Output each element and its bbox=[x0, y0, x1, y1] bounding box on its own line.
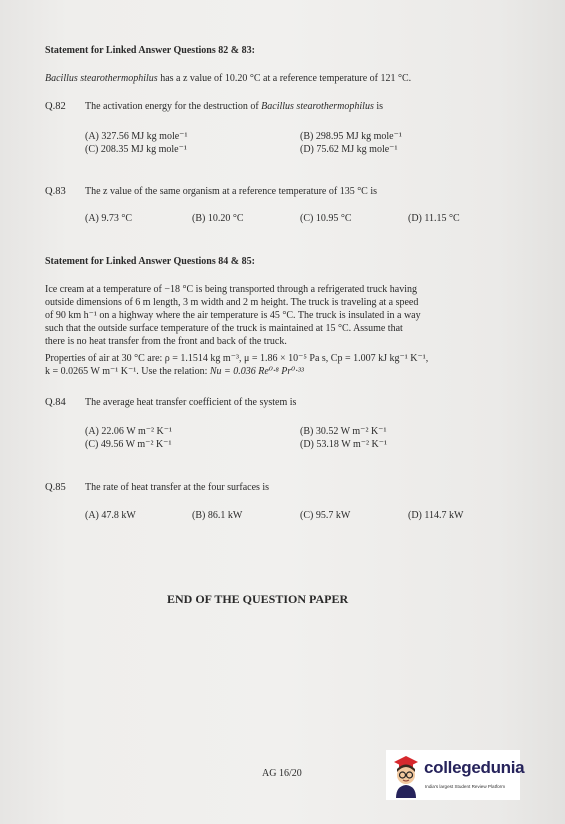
question-text-83: The z value of the same organism at a reference temperature of 135 °C is bbox=[85, 186, 378, 197]
q82-option-a: (A) 327.56 MJ kg mole⁻¹ bbox=[85, 131, 188, 142]
q82-text-post: is bbox=[373, 101, 384, 112]
linked-heading-84-85: Statement for Linked Answer Questions 84 & 85: bbox=[45, 256, 255, 267]
statement-84-85-line-7 bbox=[45, 366, 304, 377]
statement-84-85-line-1: Ice cream at a temperature of −18 °C is being transported through a refrigerated truck having bbox=[45, 284, 417, 295]
end-of-paper: END OF THE QUESTION PAPER bbox=[167, 592, 349, 606]
page-number: AG 16/20 bbox=[262, 768, 302, 779]
statement-82-83 bbox=[45, 73, 411, 84]
q83-option-d: (D) 11.15 °C bbox=[408, 213, 460, 224]
q84-option-c: (C) 49.56 W m⁻² K⁻¹ bbox=[85, 439, 172, 450]
q85-option-c: (C) 95.7 kW bbox=[300, 510, 351, 521]
brand-name: collegedunia bbox=[424, 758, 525, 777]
nusselt-relation: Nu = 0.036 Re⁰·⁸ Pr⁰·³³ bbox=[209, 366, 304, 377]
question-text-84: The average heat transfer coefficient of the system is bbox=[85, 397, 297, 408]
linked-heading-82-83: Statement for Linked Answer Questions 82 & 83: bbox=[45, 45, 255, 56]
q85-option-d: (D) 114.7 kW bbox=[408, 510, 464, 521]
statement-84-85-line-2: outside dimensions of 6 m length, 3 m width and 2 m height. The truck is traveling at a speed bbox=[45, 297, 419, 308]
question-number-82: Q.82 bbox=[45, 101, 66, 112]
q82-option-c: (C) 208.35 MJ kg mole⁻¹ bbox=[85, 144, 187, 155]
statement-84-85-line-5: there is no heat transfer from the front and back of the truck. bbox=[45, 336, 287, 347]
q83-option-b: (B) 10.20 °C bbox=[192, 213, 244, 224]
q85-option-a: (A) 47.8 kW bbox=[85, 510, 136, 521]
organism-name: Bacillus stearothermophilus bbox=[45, 73, 158, 84]
question-text-85: The rate of heat transfer at the four surfaces is bbox=[85, 482, 270, 493]
q82-organism: Bacillus stearothermophilus bbox=[261, 101, 374, 112]
q82-option-b: (B) 298.95 MJ kg mole⁻¹ bbox=[300, 131, 402, 142]
brand-tagline: India's largest Student Review Platform bbox=[425, 784, 506, 789]
q83-option-a: (A) 9.73 °C bbox=[85, 213, 133, 224]
question-number-85: Q.85 bbox=[45, 482, 66, 493]
graduate-avatar-icon bbox=[388, 752, 424, 798]
statement-84-85-line-3: of 90 km h⁻¹ on a highway where the air temperature is 45 °C. The truck is insulated in a way bbox=[45, 310, 421, 321]
collegedunia-watermark bbox=[386, 750, 525, 800]
q84-option-a: (A) 22.06 W m⁻² K⁻¹ bbox=[85, 426, 173, 437]
question-number-83: Q.83 bbox=[45, 186, 66, 197]
question-text-82 bbox=[85, 101, 383, 112]
q84-option-b: (B) 30.52 W m⁻² K⁻¹ bbox=[300, 426, 387, 437]
statement-82-83-rest: has a z value of 10.20 °C at a reference temperature of 121 °C. bbox=[157, 73, 412, 84]
q82-text-pre: The activation energy for the destruction of bbox=[85, 101, 262, 112]
statement-84-85-line-6: Properties of air at 30 °C are: ρ = 1.1514 kg m⁻³, μ = 1.86 × 10⁻⁵ Pa s, Cp = 1.007 kJ kg⁻¹ K⁻¹, bbox=[45, 353, 429, 364]
statement-84-85-line-4: such that the outside surface temperature of the truck is maintained at 15 °C. Assume that bbox=[45, 323, 403, 334]
q83-option-c: (C) 10.95 °C bbox=[300, 213, 352, 224]
line-7-text: k = 0.0265 W m⁻¹ K⁻¹. Use the relation: bbox=[45, 366, 210, 377]
q85-option-b: (B) 86.1 kW bbox=[192, 510, 243, 521]
q84-option-d: (D) 53.18 W m⁻² K⁻¹ bbox=[300, 439, 388, 450]
q82-option-d: (D) 75.62 MJ kg mole⁻¹ bbox=[300, 144, 398, 155]
question-number-84: Q.84 bbox=[45, 397, 66, 408]
